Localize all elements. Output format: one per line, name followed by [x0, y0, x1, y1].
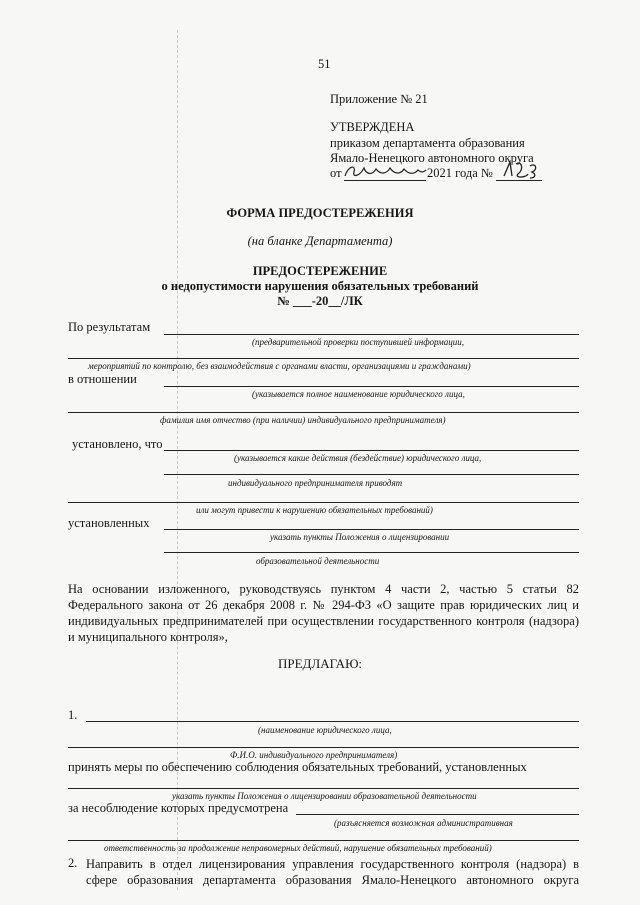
item1-points-line [68, 788, 579, 789]
approved-label: УТВЕРЖДЕНА [330, 120, 415, 134]
hint-preliminary: (предварительной проверки поступившей информации, [252, 337, 465, 347]
hint-measures: мероприятий по контролю, без взаимодействия с органами власти, организациями и гражданами) [88, 361, 471, 371]
measures-line [68, 358, 579, 359]
page-number: 51 [318, 57, 331, 71]
item1-org-line [86, 721, 579, 722]
noncompliance-text: за несоблюдение которых предусмотрена [68, 801, 289, 815]
by-results-line [164, 334, 579, 335]
by-results-label: По результатам [68, 320, 151, 334]
form-subtitle: (на бланке Департамента) [247, 234, 393, 248]
hint-admin: (разъясняется возможная административная [334, 818, 513, 828]
hint-may-lead: или могут привести к нарушению обязательных требований) [196, 505, 433, 515]
handwritten-date-signature [342, 160, 428, 182]
lead-line [164, 474, 579, 475]
order-line-1: приказом департамента образования [330, 136, 525, 150]
item1-liability-line [68, 840, 579, 841]
established-that-label: установлено, что [72, 437, 163, 451]
hint-points: указать пункты Положения о лицензировании [270, 532, 450, 542]
hint-liability: ответственность за продолжение неправомерных действий, нарушение обязательных требований) [104, 843, 492, 853]
form-title: ФОРМА ПРЕДОСТЕРЕЖЕНИЯ [226, 206, 414, 220]
regarding-label: в отношении [68, 372, 137, 386]
hint-fullname-org: (указывается полное наименование юридического лица, [252, 389, 465, 399]
fio-line [68, 412, 579, 413]
order-number-underline [496, 180, 542, 181]
hint-fio: фамилия имя отчество (при наличии) индивидуального предпринимателя) [160, 415, 446, 425]
doc-number: № ___-20__/ЛК [277, 294, 363, 308]
item2-number: 2. [68, 856, 78, 870]
date-year: 2021 года № [427, 166, 493, 180]
item1-fio-line [68, 747, 579, 748]
item1-admin-line [296, 814, 579, 815]
established-that-line [164, 450, 579, 451]
item1-number: 1. [68, 708, 78, 722]
take-measures-text: принять меры по обеспечению соблюдения обязательных требований, установленных [68, 760, 527, 774]
may-lead-line [68, 502, 579, 503]
appendix-label: Приложение № 21 [330, 92, 428, 106]
doc-subtitle: о недопустимости нарушения обязательных требований [161, 279, 479, 293]
handwritten-order-number [500, 158, 540, 180]
item2-text: Направить в отдел лицензирования управления государственного контроля (надзора) в сфере образования департамента образования Ямало-Ненецкого автономного округа [86, 857, 579, 887]
doc-title: ПРЕДОСТЕРЕЖЕНИЕ [252, 264, 388, 278]
regarding-line [164, 386, 579, 387]
basis-paragraph: На основании изложенного, руководствуясь пунктом 4 части 2, частью 5 статьи 82 Федерального закона от 26 декабря 2008 г. № 294-ФЗ «О защите прав юридических лиц и индивидуальных предпринимателей при осуществлении государственного контроля (надзора) и муниципального контроля», [68, 582, 579, 644]
hint-actions: (указывается какие действия (бездействие) юридического лица, [234, 453, 482, 463]
hint-org-name: (наименование юридического лица, [258, 725, 392, 735]
order-line-2: Ямало-Ненецкого автономного округа [330, 151, 534, 165]
established-label: установленных [68, 516, 150, 530]
date-prefix: от [330, 166, 342, 180]
hint-edu: образовательной деятельности [256, 556, 380, 566]
edu-line [164, 552, 579, 553]
hint-points-full: указать пункты Положения о лицензировании образовательной деятельности [172, 791, 477, 801]
hint-lead: индивидуального предпринимателя приводят [228, 478, 403, 488]
propose-heading: ПРЕДЛАГАЮ: [277, 656, 363, 671]
established-line [164, 529, 579, 530]
hint-fio-ip: Ф.И.О. индивидуального предпринимателя) [230, 750, 398, 760]
